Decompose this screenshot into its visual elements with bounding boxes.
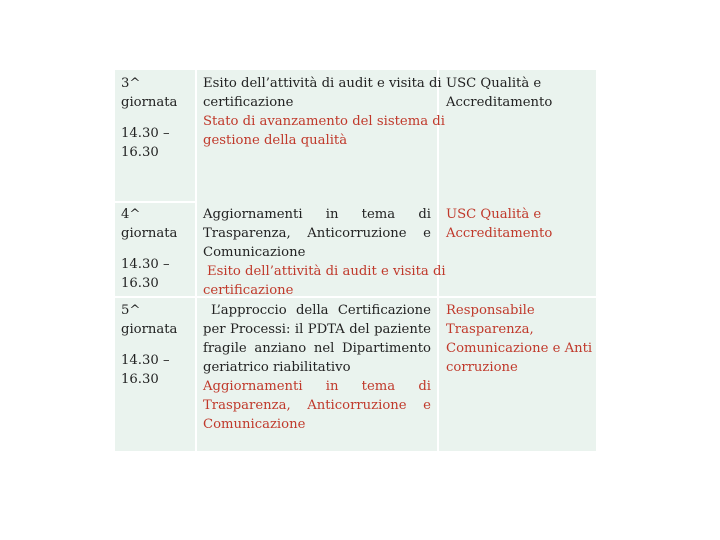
word: di xyxy=(418,379,431,394)
topic-line xyxy=(203,320,431,339)
word: paziente xyxy=(374,322,431,337)
word: L’approccio xyxy=(211,303,287,318)
responsible-line: Comunicazione e Anti xyxy=(446,341,593,356)
topic-line-highlight: Esito dell’attività di audit e visita di xyxy=(207,264,446,279)
time-start: 14.30 – xyxy=(121,126,170,141)
word: fragile xyxy=(203,341,247,356)
word: Trasparenza, xyxy=(203,226,291,241)
time-start: 14.30 – xyxy=(121,353,170,368)
day-label: 3^ xyxy=(121,76,141,91)
row-divider xyxy=(115,201,195,203)
word: e xyxy=(423,226,431,241)
word: il xyxy=(294,322,304,337)
responsible-line: Accreditamento xyxy=(446,226,553,241)
word: Dipartimento xyxy=(342,341,431,356)
word: in xyxy=(325,207,339,222)
responsible-line: Trasparenza, xyxy=(446,322,534,337)
day-label: 4^ xyxy=(121,207,141,222)
word: Anticorruzione xyxy=(307,226,407,241)
word: tema xyxy=(361,207,396,222)
word: PDTA xyxy=(307,322,345,337)
word: del xyxy=(349,322,370,337)
word: Anticorruzione xyxy=(307,398,407,413)
word: Certificazione xyxy=(337,303,431,318)
responsible-line: corruzione xyxy=(446,360,518,375)
topic-line: Esito dell’attività di audit e visita di xyxy=(203,76,442,91)
topic-line: geriatrico riabilitativo xyxy=(203,360,351,375)
topic-line xyxy=(203,339,431,358)
day-label: 5^ xyxy=(121,303,141,318)
topic-line-highlight: Stato di avanzamento del sistema di xyxy=(203,114,445,129)
topic-line-highlight: gestione della qualità xyxy=(203,133,348,148)
word: anziano xyxy=(254,341,307,356)
word: di xyxy=(418,207,431,222)
day-word: giornata xyxy=(121,95,178,110)
word: della xyxy=(295,303,329,318)
responsible-line: USC Qualità e xyxy=(446,207,542,222)
time-end: 16.30 xyxy=(121,276,159,291)
responsible-line: USC Qualità e xyxy=(446,76,542,91)
row-divider xyxy=(115,296,596,298)
column-divider xyxy=(195,70,197,451)
topic-line xyxy=(203,205,431,224)
topic-line-highlight xyxy=(203,396,431,415)
topic-line-highlight: Comunicazione xyxy=(203,417,306,432)
time-end: 16.30 xyxy=(121,145,159,160)
topic-line xyxy=(203,224,431,243)
word: tema xyxy=(361,379,396,394)
word: nel xyxy=(313,341,335,356)
word: in xyxy=(325,379,339,394)
time-end: 16.30 xyxy=(121,372,159,387)
word: Trasparenza, xyxy=(203,398,291,413)
word: Processi: xyxy=(229,322,291,337)
word: Aggiornamenti xyxy=(203,207,303,222)
word: per xyxy=(203,322,226,337)
topic-line-highlight xyxy=(203,377,431,396)
day-word: giornata xyxy=(121,226,178,241)
topic-line: certificazione xyxy=(203,95,294,110)
word: Aggiornamenti xyxy=(203,379,303,394)
responsible-line: Accreditamento xyxy=(446,95,553,110)
topic-line-highlight: certificazione xyxy=(203,283,294,298)
topic-line xyxy=(203,301,431,320)
topic-line: Comunicazione xyxy=(203,245,306,260)
responsible-line: Responsabile xyxy=(446,303,535,318)
word: e xyxy=(423,398,431,413)
day-word: giornata xyxy=(121,322,178,337)
time-start: 14.30 – xyxy=(121,257,170,272)
